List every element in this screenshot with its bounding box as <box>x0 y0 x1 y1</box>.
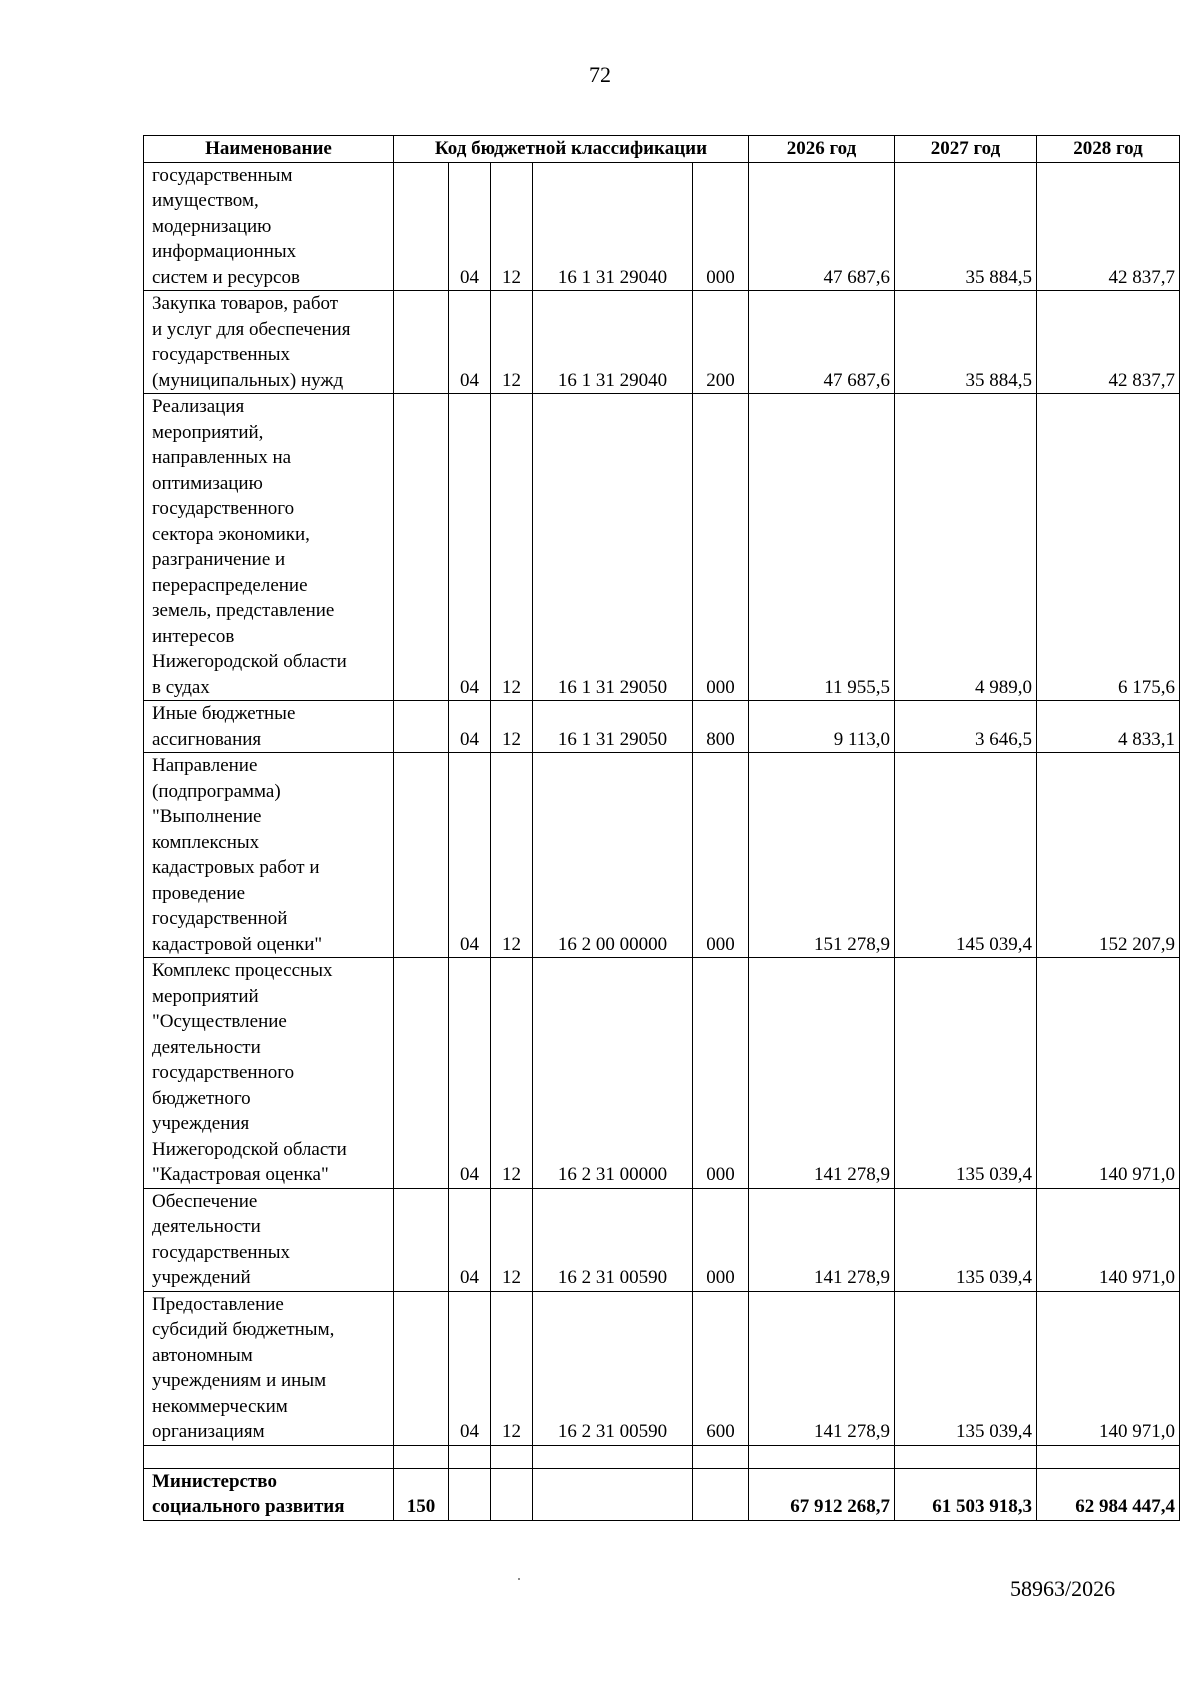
row-name-line: в судах <box>152 676 210 698</box>
value-2027-cell: 135 039,4 <box>895 1188 1037 1291</box>
row-name-line: учреждения <box>152 1113 250 1134</box>
code-target-cell: 16 2 31 00590 <box>533 1188 693 1291</box>
row-name-line: Предоставление <box>152 1293 284 1315</box>
row-name-line: Направление <box>152 755 258 776</box>
value-2027-cell: 35 884,5 <box>895 291 1037 394</box>
code-ministry-cell <box>394 1291 449 1445</box>
row-name-line: учреждениям и иным <box>152 1370 327 1391</box>
row-name-line: Министерство <box>152 1470 277 1492</box>
row-name-line: субсидий бюджетным, <box>152 1319 335 1340</box>
table-row <box>144 958 1180 1189</box>
row-name-line: некоммерческим <box>152 1395 288 1417</box>
value-2027-cell: 61 503 918,3 <box>895 1468 1037 1520</box>
code-ministry-cell <box>394 701 449 753</box>
row-name-line: оптимизацию <box>152 472 263 494</box>
code-target-cell: 16 1 31 29050 <box>533 394 693 701</box>
empty-cell <box>449 1445 491 1468</box>
row-name-line: перераспределение <box>152 574 308 596</box>
row-name-line: деятельности <box>152 1216 261 1237</box>
row-name-line: государственного <box>152 498 295 519</box>
row-name-line: организациям <box>152 1421 265 1442</box>
row-name-line: Иные бюджетные <box>152 703 296 724</box>
value-2027-cell: 3 646,5 <box>895 701 1037 753</box>
row-name <box>144 701 394 753</box>
scan-dot <box>518 1578 520 1580</box>
code-ministry-cell <box>394 958 449 1189</box>
header-2027: 2027 год <box>895 136 1037 163</box>
row-name-line: кадастровых работ и <box>152 857 320 878</box>
code-subsection-cell <box>491 1468 533 1520</box>
row-name-line: государственных <box>152 344 291 365</box>
row-name-line: "Кадастровая оценка" <box>152 1164 329 1185</box>
empty-cell <box>533 1445 693 1468</box>
code-section-cell: 04 <box>449 958 491 1189</box>
code-expense-cell <box>693 1468 749 1520</box>
row-name-line: информационных <box>152 241 297 262</box>
row-name <box>144 394 394 701</box>
code-section-cell: 04 <box>449 1188 491 1291</box>
code-section-cell: 04 <box>449 1291 491 1445</box>
table-row <box>144 1188 1180 1291</box>
row-name-line: модернизацию <box>152 215 272 237</box>
code-expense-cell: 000 <box>693 753 749 958</box>
value-2027-cell: 35 884,5 <box>895 162 1037 291</box>
value-2026-cell: 47 687,6 <box>749 291 895 394</box>
code-subsection-cell: 12 <box>491 753 533 958</box>
row-name-line: Реализация <box>152 396 245 417</box>
table-row <box>144 291 1180 394</box>
value-2026-cell: 141 278,9 <box>749 1188 895 1291</box>
code-subsection-cell: 12 <box>491 701 533 753</box>
row-name <box>144 753 394 958</box>
row-name-line: мероприятий <box>152 985 259 1007</box>
row-name-line: Нижегородской области <box>152 1138 347 1160</box>
row-name-line: бюджетного <box>152 1087 251 1109</box>
row-name <box>144 162 394 291</box>
row-name-line: сектора экономики, <box>152 523 310 545</box>
row-name-line: земель, представление <box>152 600 335 621</box>
code-expense-cell: 000 <box>693 162 749 291</box>
empty-cell <box>895 1445 1037 1468</box>
row-name-line: систем и ресурсов <box>152 266 300 288</box>
row-name-line: государственным <box>152 164 293 186</box>
spacer-row <box>144 1445 1180 1468</box>
code-section-cell <box>449 1468 491 1520</box>
header-name: Наименование <box>144 136 394 163</box>
code-subsection-cell: 12 <box>491 291 533 394</box>
code-expense-cell: 000 <box>693 394 749 701</box>
header-2028: 2028 год <box>1037 136 1180 163</box>
row-name-line: деятельности <box>152 1036 261 1058</box>
table-row <box>144 1291 1180 1445</box>
code-section-cell: 04 <box>449 291 491 394</box>
code-target-cell: 16 1 31 29040 <box>533 162 693 291</box>
code-expense-cell: 200 <box>693 291 749 394</box>
value-2028-cell: 42 837,7 <box>1037 162 1180 291</box>
header-2026: 2026 год <box>749 136 895 163</box>
value-2026-cell: 151 278,9 <box>749 753 895 958</box>
row-name-line: комплексных <box>152 831 260 853</box>
table-body <box>144 162 1180 1520</box>
value-2028-cell: 140 971,0 <box>1037 958 1180 1189</box>
empty-cell <box>491 1445 533 1468</box>
row-name <box>144 1188 394 1291</box>
row-name-line: "Выполнение <box>152 806 262 827</box>
row-name-line: государственной <box>152 908 288 929</box>
value-2028-cell: 6 175,6 <box>1037 394 1180 701</box>
code-ministry-cell <box>394 394 449 701</box>
code-ministry-cell <box>394 753 449 958</box>
code-target-cell: 16 2 31 00000 <box>533 958 693 1189</box>
code-expense-cell: 000 <box>693 1188 749 1291</box>
value-2027-cell: 135 039,4 <box>895 1291 1037 1445</box>
row-name-line: мероприятий, <box>152 421 264 443</box>
row-name-line: социального развития <box>152 1496 345 1517</box>
code-subsection-cell: 12 <box>491 162 533 291</box>
value-2026-cell: 67 912 268,7 <box>749 1468 895 1520</box>
row-name-line: государственного <box>152 1062 295 1083</box>
code-expense-cell: 800 <box>693 701 749 753</box>
page-number: 72 <box>589 62 611 87</box>
document-number: 58963/2026 <box>1010 1576 1116 1601</box>
row-name-line: разграничение и <box>152 549 286 570</box>
row-name-line: учреждений <box>152 1267 251 1288</box>
total-row <box>144 1468 1180 1520</box>
value-2026-cell: 141 278,9 <box>749 958 895 1189</box>
row-name-line: (подпрограмма) <box>152 780 281 802</box>
row-name-line: проведение <box>152 882 246 904</box>
code-section-cell: 04 <box>449 701 491 753</box>
code-subsection-cell: 12 <box>491 1291 533 1445</box>
value-2026-cell: 9 113,0 <box>749 701 895 753</box>
header-code: Код бюджетной классификации <box>394 136 749 163</box>
row-name-line: Комплекс процессных <box>152 960 333 981</box>
code-section-cell: 04 <box>449 753 491 958</box>
code-ministry-cell <box>394 162 449 291</box>
code-target-cell: 16 1 31 29050 <box>533 701 693 753</box>
code-target-cell <box>533 1468 693 1520</box>
row-name <box>144 291 394 394</box>
row-name-line: направленных на <box>152 447 292 468</box>
value-2028-cell: 42 837,7 <box>1037 291 1180 394</box>
code-ministry-cell <box>394 291 449 394</box>
row-name-line: государственных <box>152 1241 291 1263</box>
empty-cell <box>1037 1445 1180 1468</box>
code-target-cell: 16 1 31 29040 <box>533 291 693 394</box>
row-name-line: ассигнования <box>152 728 262 750</box>
code-ministry-cell: 150 <box>394 1468 449 1520</box>
value-2028-cell: 4 833,1 <box>1037 701 1180 753</box>
value-2027-cell: 145 039,4 <box>895 753 1037 958</box>
code-target-cell: 16 2 31 00590 <box>533 1291 693 1445</box>
empty-cell <box>749 1445 895 1468</box>
code-subsection-cell: 12 <box>491 394 533 701</box>
value-2026-cell: 47 687,6 <box>749 162 895 291</box>
code-subsection-cell: 12 <box>491 958 533 1189</box>
code-subsection-cell: 12 <box>491 1188 533 1291</box>
value-2028-cell: 140 971,0 <box>1037 1188 1180 1291</box>
row-name-line: (муниципальных) нужд <box>152 369 344 391</box>
row-name-line: Закупка товаров, работ <box>152 293 339 314</box>
code-section-cell: 04 <box>449 394 491 701</box>
value-2028-cell: 62 984 447,4 <box>1037 1468 1180 1520</box>
code-ministry-cell <box>394 1188 449 1291</box>
row-name <box>144 958 394 1189</box>
value-2026-cell: 141 278,9 <box>749 1291 895 1445</box>
empty-cell <box>144 1445 394 1468</box>
row-name <box>144 1291 394 1445</box>
row-name-line: и услуг для обеспечения <box>152 318 351 340</box>
value-2027-cell: 135 039,4 <box>895 958 1037 1189</box>
empty-cell <box>693 1445 749 1468</box>
value-2027-cell: 4 989,0 <box>895 394 1037 701</box>
table-row <box>144 701 1180 753</box>
value-2026-cell: 11 955,5 <box>749 394 895 701</box>
row-name-line: автономным <box>152 1344 253 1366</box>
code-section-cell: 04 <box>449 162 491 291</box>
table-header-row <box>144 136 1180 163</box>
code-expense-cell: 600 <box>693 1291 749 1445</box>
row-name-line: "Осуществление <box>152 1011 287 1032</box>
table-row <box>144 162 1180 291</box>
budget-table <box>143 135 1180 1521</box>
table-row <box>144 394 1180 701</box>
row-name-line: кадастровой оценки" <box>152 933 323 955</box>
row-name-line: Обеспечение <box>152 1190 258 1212</box>
row-name <box>144 1468 394 1520</box>
empty-cell <box>394 1445 449 1468</box>
code-expense-cell: 000 <box>693 958 749 1189</box>
value-2028-cell: 140 971,0 <box>1037 1291 1180 1445</box>
row-name-line: Нижегородской области <box>152 651 347 672</box>
table-row <box>144 753 1180 958</box>
row-name-line: имуществом, <box>152 190 259 211</box>
value-2028-cell: 152 207,9 <box>1037 753 1180 958</box>
row-name-line: интересов <box>152 625 235 647</box>
code-target-cell: 16 2 00 00000 <box>533 753 693 958</box>
